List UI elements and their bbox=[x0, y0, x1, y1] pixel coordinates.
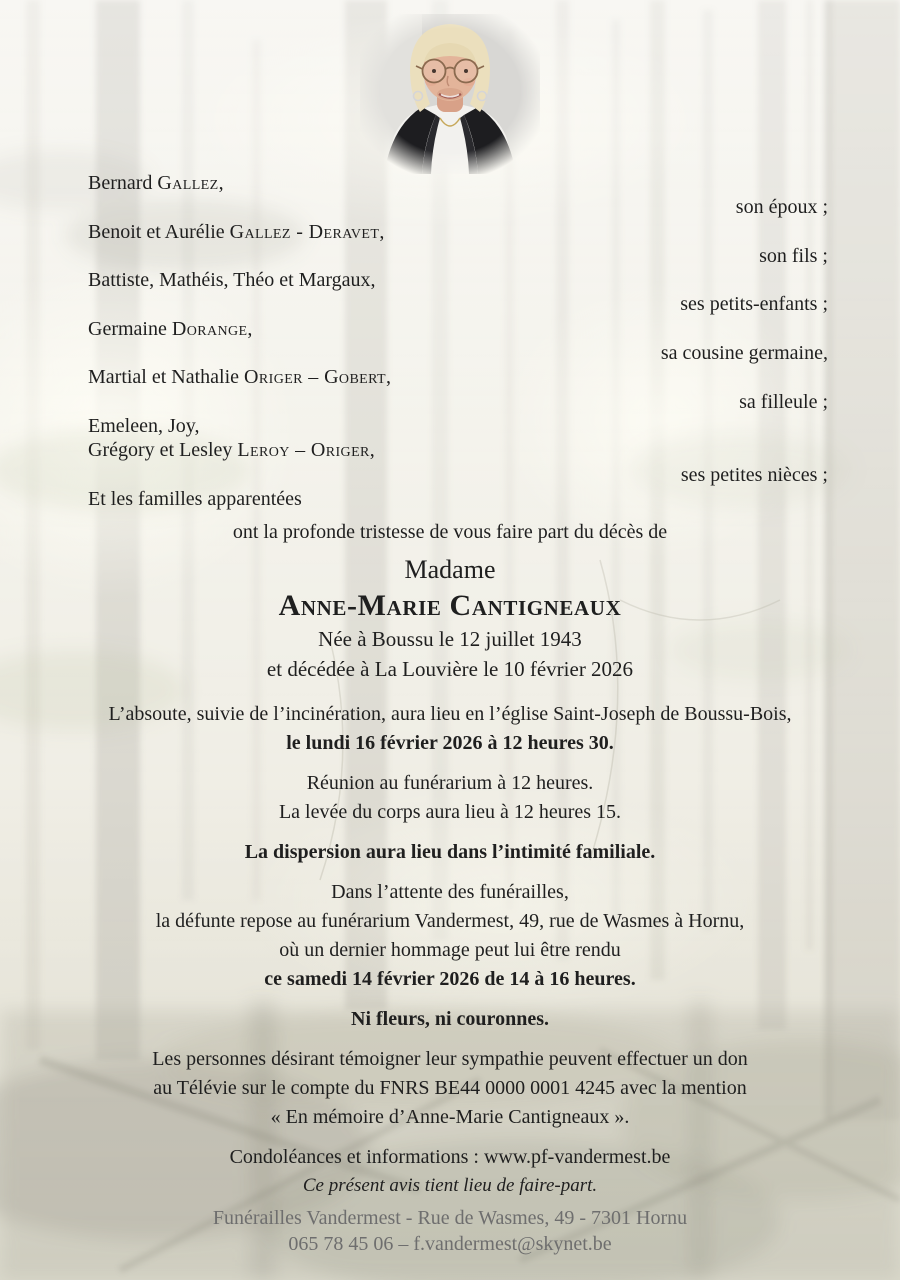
surname-smallcaps: Leroy – Origer, bbox=[237, 439, 376, 462]
family-member-name bbox=[88, 487, 828, 511]
relation-label: ses petites nièces ; bbox=[680, 463, 828, 486]
deceased-title: Madame bbox=[404, 555, 496, 584]
given-names: Et les familles apparentées bbox=[88, 487, 302, 510]
deceased-name: Anne-Marie Cantigneaux bbox=[278, 589, 622, 622]
family-member-name bbox=[88, 171, 828, 195]
family-member-name bbox=[88, 220, 828, 244]
paragraph bbox=[20, 700, 880, 758]
text-line: la défunte repose au funérarium Vandermest, 49, rue de Wasmes à Hornu, bbox=[155, 910, 745, 932]
family-member-name bbox=[88, 365, 828, 389]
text-line: L’absoute, suivie de l’incinération, aura lieu en l’église Saint-Joseph de Boussu-Bois, bbox=[108, 703, 792, 725]
family-member-name bbox=[88, 438, 828, 462]
text-line: Ce présent avis tient lieu de faire-part. bbox=[302, 1175, 598, 1196]
surname-smallcaps: Gallez - Deravet, bbox=[229, 220, 385, 243]
paragraph bbox=[20, 769, 880, 827]
given-names: Martial et Nathalie bbox=[88, 366, 245, 389]
surname-smallcaps: Gallez, bbox=[157, 172, 224, 194]
surname-smallcaps: Dorange, bbox=[171, 317, 253, 340]
text-line: où un dernier hommage peut lui être rendu bbox=[279, 939, 621, 961]
paragraph bbox=[20, 1045, 880, 1132]
text-line: La levée du corps aura lieu à 12 heures 15. bbox=[278, 801, 622, 823]
relation-label: sa filleule ; bbox=[739, 390, 828, 413]
relation-label: son fils ; bbox=[759, 244, 828, 267]
death-announcement bbox=[30, 518, 870, 684]
text-line: Réunion au funérarium à 12 heures. bbox=[306, 772, 594, 794]
announcement-line: ont la profonde tristesse de vous faire part du décès de bbox=[232, 521, 668, 543]
text-line: Condoléances et informations : www.pf-vandermest.be bbox=[229, 1146, 671, 1168]
family-member-name bbox=[88, 268, 828, 292]
paragraph bbox=[20, 1005, 880, 1034]
given-names: Grégory et Lesley bbox=[88, 439, 238, 462]
given-names: Benoit et Aurélie bbox=[88, 220, 230, 243]
paragraph bbox=[20, 1143, 880, 1199]
text-line: « En mémoire d’Anne-Marie Cantigneaux ». bbox=[270, 1106, 630, 1128]
family-member-name bbox=[88, 414, 828, 438]
ceremony-details bbox=[20, 700, 880, 1268]
text-line: le lundi 16 février 2026 à 12 heures 30. bbox=[286, 732, 614, 754]
family-list bbox=[88, 171, 828, 511]
given-names: Emeleen, Joy, bbox=[88, 414, 200, 437]
portrait-photo bbox=[360, 14, 540, 179]
relation-label: son époux ; bbox=[735, 196, 828, 219]
paragraph bbox=[20, 838, 880, 867]
given-names: Bernard bbox=[88, 172, 158, 194]
family-member-name bbox=[88, 317, 828, 341]
text-line: 065 78 45 06 – f.vandermest@skynet.be bbox=[288, 1233, 612, 1255]
text-line: ce samedi 14 février 2026 de 14 à 16 heures. bbox=[264, 968, 636, 990]
text-line: La dispersion aura lieu dans l’intimité familiale. bbox=[244, 841, 656, 863]
paragraph bbox=[20, 1205, 880, 1257]
birth-line: Née à Boussu le 12 juillet 1943 bbox=[318, 627, 582, 651]
surname-smallcaps: Origer – Gobert, bbox=[244, 366, 392, 389]
given-names: Germaine bbox=[88, 317, 172, 340]
given-names: Battiste, Mathéis, Théo et Margaux, bbox=[88, 269, 376, 292]
text-line: Les personnes désirant témoigner leur sympathie peuvent effectuer un don bbox=[152, 1048, 748, 1070]
text-line: Dans l’attente des funérailles, bbox=[331, 881, 569, 903]
text-line: Ni fleurs, ni couronnes. bbox=[351, 1008, 549, 1030]
paragraph bbox=[20, 878, 880, 994]
death-line: et décédée à La Louvière le 10 février 2026 bbox=[266, 657, 634, 681]
text-line: au Télévie sur le compte du FNRS BE44 0000 0001 4245 avec la mention bbox=[153, 1077, 747, 1099]
relation-label: sa cousine germaine, bbox=[660, 342, 828, 365]
text-line: Funérailles Vandermest - Rue de Wasmes, 49 - 7301 Hornu bbox=[212, 1207, 688, 1229]
relation-label: ses petits-enfants ; bbox=[680, 293, 828, 316]
